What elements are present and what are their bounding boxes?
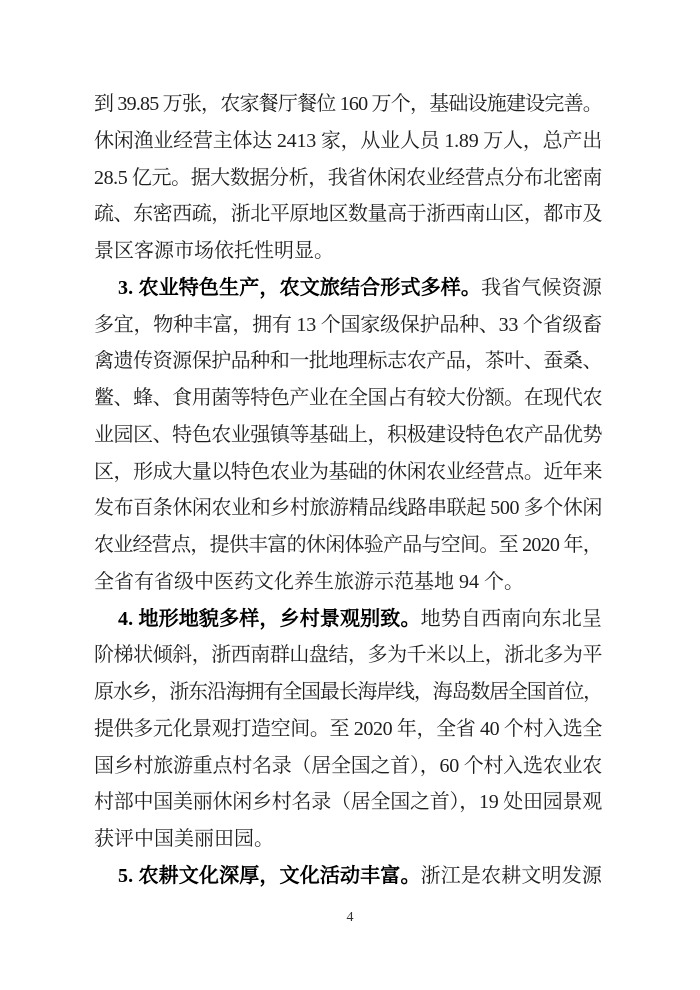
text-segment: 休闲渔业经营主体达 2413 家，从业人员 1.89 万人，总产出 <box>94 129 602 152</box>
text-segment: 多宜，物种丰富，拥有 13 个国家级保护品种、33 个省级畜 <box>94 313 602 336</box>
text-segment: 我省气候资源 <box>481 276 603 299</box>
text-segment: 区，形成大量以特色农业为基础的休闲农业经营点。近年来 <box>94 460 602 483</box>
text-segment: 禽遗传资源保护品种和一批地理标志农产品，茶叶、蚕桑、 <box>94 350 602 373</box>
text-segment: 阶梯状倾斜，浙西南群山盘结，多为千米以上，浙北多为平 <box>94 644 602 667</box>
text-line <box>94 160 602 197</box>
page-number: 4 <box>346 910 354 925</box>
section-heading-segment: 3. 农业特色生产，农文旅结合形式多样。 <box>118 276 482 299</box>
text-segment: 农业经营点，提供丰富的休闲体验产品与空间。至 2020 年， <box>94 534 602 556</box>
text-line <box>94 784 602 821</box>
text-segment: 浙江是农耕文明发源 <box>420 864 603 887</box>
page-footer <box>0 908 700 926</box>
text-line <box>94 270 602 307</box>
text-line <box>94 637 602 674</box>
text-segment: 疏、东密西疏，浙北平原地区数量高于浙西南山区，都市及 <box>94 203 602 226</box>
text-segment: 鳖、蜂、食用菌等特色产业在全国占有较大份额。在现代农 <box>94 387 602 409</box>
text-segment: 到 39.85 万张，农家餐厅餐位 160 万个，基础设施建设完善。 <box>94 93 602 115</box>
text-segment: 28.5 亿元。据大数据分析，我省休闲农业经营点分布北密南 <box>94 166 602 189</box>
text-line <box>94 821 602 858</box>
text-line <box>94 564 602 601</box>
text-segment: 原水乡，浙东沿海拥有全国最长海岸线，海岛数居全国首位， <box>94 681 602 703</box>
text-line <box>94 490 602 527</box>
text-segment: 业园区、特色农业强镇等基础上，积极建设特色农产品优势 <box>94 423 602 446</box>
text-line <box>94 307 602 344</box>
text-segment: 地势自西南向东北呈 <box>420 607 603 630</box>
text-segment: 提供多元化景观打造空间。至 2020 年，全省 40 个村入选全 <box>94 717 602 740</box>
document-body <box>94 86 602 895</box>
text-segment: 国乡村旅游重点村名录（居全国之首），60 个村入选农业农 <box>94 754 602 777</box>
section-heading-segment: 5. 农耕文化深厚，文化活动丰富。 <box>118 864 421 887</box>
text-line <box>94 674 602 711</box>
text-segment: 村部中国美丽休闲乡村名录（居全国之首），19 处田园景观 <box>94 791 602 814</box>
text-line <box>94 748 602 785</box>
text-segment: 景区客源市场依托性明显。 <box>94 240 334 262</box>
text-segment: 发布百条休闲农业和乡村旅游精品线路串联起 500 多个休闲 <box>94 497 602 520</box>
text-line <box>94 417 602 454</box>
text-line <box>94 196 602 233</box>
text-segment: 全省有省级中医药文化养生旅游示范基地 94 个。 <box>94 570 524 593</box>
text-line <box>94 380 602 417</box>
text-line <box>94 858 602 895</box>
text-line <box>94 711 602 748</box>
text-line <box>94 123 602 160</box>
text-line <box>94 233 602 270</box>
text-line <box>94 601 602 638</box>
text-line <box>94 454 602 491</box>
text-line <box>94 343 602 380</box>
text-line <box>94 86 602 123</box>
section-heading-segment: 4. 地形地貌多样，乡村景观别致。 <box>118 607 421 630</box>
text-segment: 获评中国美丽田园。 <box>94 828 274 850</box>
text-line <box>94 527 602 564</box>
